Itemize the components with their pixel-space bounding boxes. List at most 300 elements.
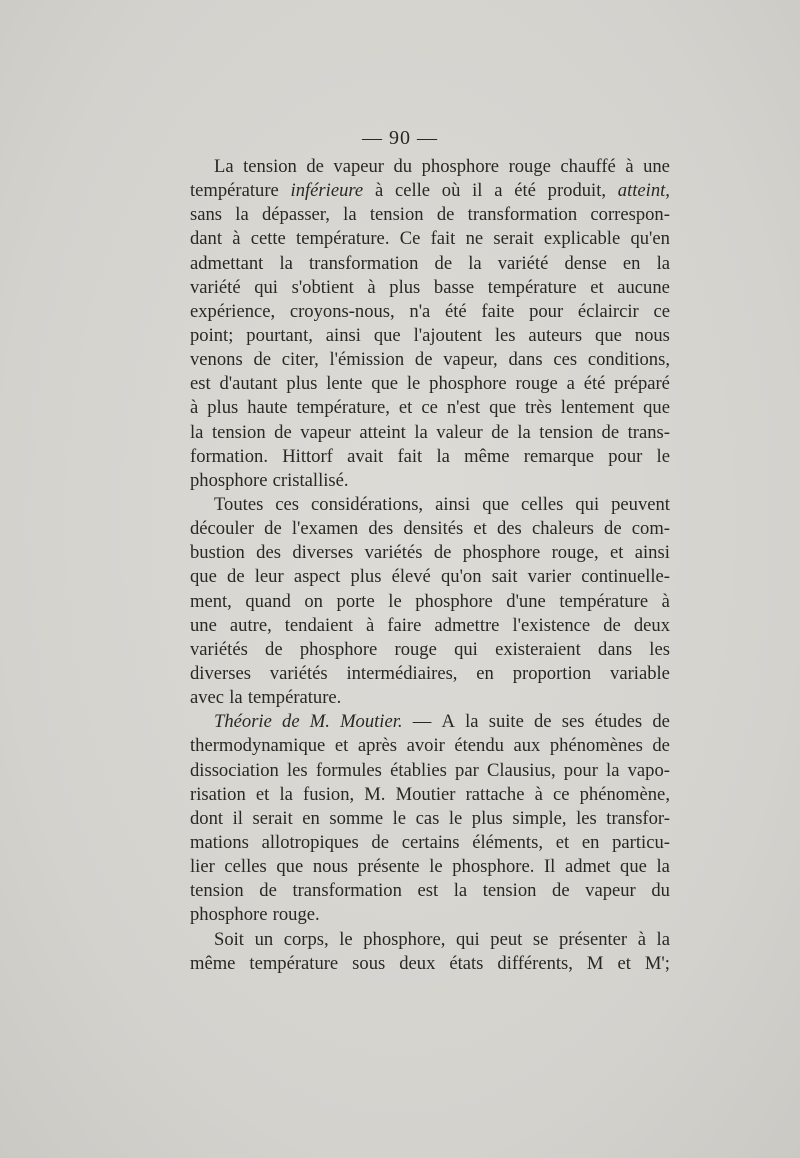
word: température <box>487 276 577 298</box>
word: celles <box>224 856 267 878</box>
text-line <box>190 565 670 589</box>
word: phosphore <box>190 469 268 491</box>
word: cristallisé. <box>272 469 349 491</box>
text-line <box>190 614 670 638</box>
word: variétés <box>364 542 423 564</box>
word: le <box>339 928 353 950</box>
word: température <box>190 180 279 202</box>
text-line <box>190 952 670 976</box>
word: dant <box>190 228 223 250</box>
word: leur <box>254 566 284 588</box>
word: celle <box>394 180 431 202</box>
word: aucune <box>617 276 670 298</box>
text-line <box>190 203 670 227</box>
word: se <box>532 928 549 950</box>
word: phénomènes <box>549 735 643 757</box>
word: particu- <box>612 831 670 853</box>
word: considérations, <box>311 493 424 515</box>
word: deux <box>633 614 670 636</box>
word: par <box>455 759 479 781</box>
word: com- <box>631 518 670 540</box>
word: phosphore <box>190 904 268 926</box>
word: de <box>652 735 670 757</box>
word: admet <box>564 856 611 878</box>
word: qui <box>454 638 478 660</box>
word: continuelle- <box>581 566 670 588</box>
word: en <box>476 662 494 684</box>
text-line <box>190 348 670 372</box>
text-line <box>190 324 670 348</box>
word: pour <box>529 300 564 322</box>
text-line <box>190 300 670 324</box>
word: variétés <box>269 662 328 684</box>
word: ainsi <box>634 542 670 564</box>
word: phosphore. <box>452 856 535 878</box>
text-line <box>190 759 670 783</box>
word: phosphore <box>299 638 378 660</box>
word: plus <box>471 807 503 829</box>
word: une <box>190 614 217 636</box>
word: point; <box>190 324 234 346</box>
word: dans <box>597 638 633 660</box>
word: remarque <box>523 445 594 467</box>
word: s'obtient <box>291 276 354 298</box>
word: la <box>229 687 243 709</box>
word: ainsi <box>435 493 471 515</box>
word: l'existence <box>512 614 591 636</box>
word: lentement <box>560 397 635 419</box>
word: Clausius, <box>486 759 556 781</box>
word: pour <box>563 759 598 781</box>
word: après <box>357 735 398 757</box>
word: où <box>441 180 461 202</box>
word: variété <box>497 252 549 274</box>
word: basse <box>433 276 475 298</box>
word: à <box>374 180 384 202</box>
word: sait <box>491 566 518 588</box>
word: qu'on <box>440 566 482 588</box>
word: que <box>276 856 304 878</box>
word: plus <box>286 373 318 395</box>
word: sans <box>190 204 223 226</box>
word: de <box>227 566 245 588</box>
word: la <box>235 204 249 226</box>
word: aux <box>513 735 541 757</box>
word: explicable <box>543 228 621 250</box>
text-line <box>190 686 670 710</box>
word: et <box>398 397 413 419</box>
word: pour <box>608 445 643 467</box>
word: corps, <box>283 928 329 950</box>
word: établies <box>390 759 447 781</box>
word: variété <box>190 276 241 298</box>
word: de <box>265 638 283 660</box>
word: mations <box>190 831 249 853</box>
word: chauffé <box>560 156 616 177</box>
word: existeraient <box>495 638 581 660</box>
text-line <box>190 928 670 952</box>
paragraph <box>190 155 670 493</box>
word: M. <box>309 711 330 733</box>
word: plus <box>389 276 421 298</box>
word: la <box>190 421 204 443</box>
word: le <box>406 373 421 395</box>
word: le <box>448 807 463 829</box>
word: ce <box>552 783 570 805</box>
word: phosphore, <box>363 928 446 950</box>
word: de <box>371 831 389 853</box>
word: phosphore <box>421 156 500 177</box>
word: atteint, <box>617 180 670 202</box>
word: variable <box>610 662 670 684</box>
text-line <box>190 638 670 662</box>
word: que <box>620 856 647 878</box>
word: avec <box>190 687 225 709</box>
page-number: — 90 — <box>362 127 438 149</box>
text-line <box>190 662 670 686</box>
word: A <box>441 711 455 733</box>
word: ment, <box>190 590 232 612</box>
word: a <box>566 373 575 395</box>
word: que <box>373 324 401 346</box>
word: ainsi <box>325 324 361 346</box>
word: les <box>576 807 597 829</box>
text-line <box>190 396 670 420</box>
word: qui <box>254 276 278 298</box>
word: avoir <box>406 735 445 757</box>
word: sous <box>352 952 386 974</box>
word: que <box>482 493 510 515</box>
word: transformation <box>467 204 578 226</box>
word: de <box>603 614 621 636</box>
word: tension <box>482 880 537 902</box>
word: la <box>279 783 293 805</box>
word: les <box>649 638 670 660</box>
word: de <box>604 518 622 540</box>
word: produit, <box>547 180 607 202</box>
word: de <box>259 880 277 902</box>
word: vapeur <box>333 156 384 177</box>
word: présenter <box>558 928 628 950</box>
word: à <box>625 156 634 177</box>
word: valeur <box>436 421 483 443</box>
word: diverses <box>190 662 251 684</box>
word: n'a <box>409 300 431 322</box>
word: rouge, <box>551 542 599 564</box>
text-line <box>190 831 670 855</box>
word: de <box>282 711 300 733</box>
word: a <box>494 180 503 202</box>
word: une <box>643 156 670 177</box>
word: et <box>590 276 604 298</box>
word: éléments, <box>472 831 543 853</box>
word: La <box>214 156 234 177</box>
word: rouge. <box>272 904 320 926</box>
text-line <box>190 879 670 903</box>
word: correspon- <box>590 204 670 226</box>
word: Théorie <box>214 711 272 733</box>
word: croyons-nous, <box>289 300 395 322</box>
word: température. <box>247 687 342 709</box>
word: du <box>651 880 670 902</box>
word: été <box>514 180 536 202</box>
word: trans- <box>627 421 670 443</box>
body-text <box>190 155 670 976</box>
word: lier <box>190 856 215 878</box>
word: inférieure <box>290 180 364 202</box>
word: en <box>622 252 641 274</box>
word: de <box>274 421 292 443</box>
word: Hittorf <box>282 445 333 467</box>
word: somme <box>329 807 384 829</box>
word: dépasser, <box>261 204 330 226</box>
word: même <box>464 445 510 467</box>
word: phénomène, <box>579 783 670 805</box>
word: même <box>190 952 236 974</box>
word: que <box>595 324 622 346</box>
word: la <box>656 928 670 950</box>
word: celles <box>521 493 564 515</box>
word: M <box>586 952 604 974</box>
word: pourtant, <box>246 324 313 346</box>
word: — <box>412 711 432 733</box>
word: allotropiques <box>261 831 359 853</box>
word: rouge <box>515 373 558 395</box>
word: qu'en <box>630 228 670 250</box>
word: à <box>534 783 543 805</box>
word: citer, <box>281 349 319 371</box>
word: états <box>449 952 484 974</box>
word: venons <box>190 349 243 371</box>
word: ses <box>561 711 585 733</box>
word: la <box>414 421 428 443</box>
word: Moutier <box>395 783 456 805</box>
paragraph <box>190 710 670 927</box>
word: quand <box>245 590 291 612</box>
word: nous <box>312 856 348 878</box>
word: rouge <box>508 156 551 177</box>
word: certains <box>401 831 460 853</box>
text-line <box>190 855 670 879</box>
word: différents, <box>497 952 573 974</box>
text-line <box>190 710 670 734</box>
word: des <box>256 542 281 564</box>
text-line <box>190 227 670 251</box>
word: de <box>534 711 552 733</box>
word: fait <box>430 228 456 250</box>
word: le <box>388 590 402 612</box>
word: ces <box>275 493 300 515</box>
word: en <box>302 807 320 829</box>
word: qui <box>455 928 480 950</box>
word: faite <box>481 300 515 322</box>
word: phosphore <box>462 542 541 564</box>
word: risation <box>190 783 246 805</box>
word: de <box>652 711 670 733</box>
word: que <box>371 373 399 395</box>
word: très <box>524 397 552 419</box>
text-line <box>190 372 670 396</box>
word: à <box>365 614 375 636</box>
word: ces <box>553 349 578 371</box>
word: chaleurs <box>531 518 594 540</box>
word: des <box>368 518 394 540</box>
word: lente <box>326 373 363 395</box>
word: conditions, <box>587 349 670 371</box>
word: température <box>249 952 339 974</box>
word: études <box>594 711 643 733</box>
word: de <box>264 518 282 540</box>
word: étendu <box>454 735 504 757</box>
word: de <box>433 542 452 564</box>
word: est <box>417 880 439 902</box>
word: tension <box>369 204 424 226</box>
word: dissociation <box>190 759 279 781</box>
word: simple, <box>512 807 567 829</box>
word: élevé <box>391 566 431 588</box>
word: les <box>494 324 516 346</box>
word: est <box>190 373 211 395</box>
word: la <box>453 880 468 902</box>
word: la <box>656 252 670 274</box>
word: peuvent <box>611 493 670 515</box>
word: et <box>334 735 349 757</box>
word: transformation <box>292 880 402 902</box>
word: intermédiaires, <box>346 662 458 684</box>
word: l'ajoutent <box>413 324 482 346</box>
word: dont <box>190 807 224 829</box>
word: on <box>304 590 323 612</box>
text-line <box>190 155 670 179</box>
word: tension <box>243 156 297 177</box>
word: en <box>581 831 600 853</box>
word: l'examen <box>291 518 359 540</box>
text-line <box>190 783 670 807</box>
word: rouge <box>394 638 437 660</box>
word: n'est <box>446 397 481 419</box>
word: faire <box>387 614 422 636</box>
word: à <box>190 397 199 419</box>
text-line <box>190 276 670 300</box>
word: d'une <box>506 590 546 612</box>
text-line <box>190 541 670 565</box>
word: et <box>473 518 487 540</box>
word: l'émission <box>329 349 405 371</box>
word: plus <box>207 397 239 419</box>
word: à <box>232 228 241 250</box>
word: à <box>367 276 376 298</box>
word: deux <box>399 952 436 974</box>
word: vapeur <box>300 421 351 443</box>
word: formation. <box>190 445 268 467</box>
word: et <box>617 952 631 974</box>
word: le <box>429 856 443 878</box>
word: de <box>491 421 509 443</box>
paragraph <box>190 928 670 976</box>
word: atteint <box>359 421 406 443</box>
word: à <box>637 928 646 950</box>
word: que <box>643 397 670 419</box>
word: serait <box>493 228 534 250</box>
word: la <box>517 421 531 443</box>
word: le <box>656 445 670 467</box>
word: phosphore <box>429 373 507 395</box>
text-line <box>190 517 670 541</box>
word: admettre <box>434 614 500 636</box>
word: varier <box>527 566 572 588</box>
word: de <box>601 421 620 443</box>
word: Soit <box>214 928 244 950</box>
word: il <box>232 807 243 829</box>
word: thermodynamique <box>190 735 326 757</box>
word: peut <box>490 928 523 950</box>
text-line <box>190 179 670 203</box>
word: il <box>472 180 483 202</box>
text-line <box>190 493 670 517</box>
word: transformation <box>308 252 419 274</box>
word: ce <box>421 397 438 419</box>
word: présente <box>357 856 420 878</box>
word: densités <box>403 518 464 540</box>
word: température. <box>296 228 390 250</box>
word: préparé <box>614 373 670 395</box>
word: été <box>583 373 606 395</box>
word: plus <box>350 566 382 588</box>
word: bustion <box>190 542 245 564</box>
word: Toutes <box>214 493 264 515</box>
word: de <box>253 349 272 371</box>
word: un <box>254 928 274 950</box>
word: phosphore <box>415 590 493 612</box>
word: Il <box>543 856 556 878</box>
word: et <box>255 783 270 805</box>
word: Moutier. <box>340 711 403 733</box>
word: variétés <box>190 638 248 660</box>
word: cas <box>415 807 440 829</box>
word: diverses <box>292 542 354 564</box>
word: la <box>656 856 670 878</box>
word: et <box>609 542 624 564</box>
word: vapeur <box>585 880 636 902</box>
word: vapo- <box>627 759 670 781</box>
word: à <box>661 590 670 612</box>
word: des <box>496 518 522 540</box>
word: la <box>343 204 357 226</box>
word: qui <box>575 493 600 515</box>
word: haute <box>247 397 288 419</box>
word: vapeur, <box>443 349 498 371</box>
word: éclaircir <box>577 300 639 322</box>
word: dans <box>508 349 543 371</box>
word: tendaient <box>284 614 353 636</box>
word: autre, <box>229 614 272 636</box>
word: porte <box>336 590 375 612</box>
word: tension <box>539 421 593 443</box>
word: M. <box>364 783 386 805</box>
word: tension <box>190 880 244 902</box>
word: expérience, <box>190 300 276 322</box>
word: ce <box>653 300 670 322</box>
word: fait <box>397 445 423 467</box>
text-line <box>190 590 670 614</box>
word: de <box>414 349 433 371</box>
text-line <box>190 807 670 831</box>
word: auteurs <box>528 324 583 346</box>
word: admettant <box>190 252 264 274</box>
word: dense <box>564 252 607 274</box>
text-line <box>190 421 670 445</box>
word: nous <box>634 324 670 346</box>
